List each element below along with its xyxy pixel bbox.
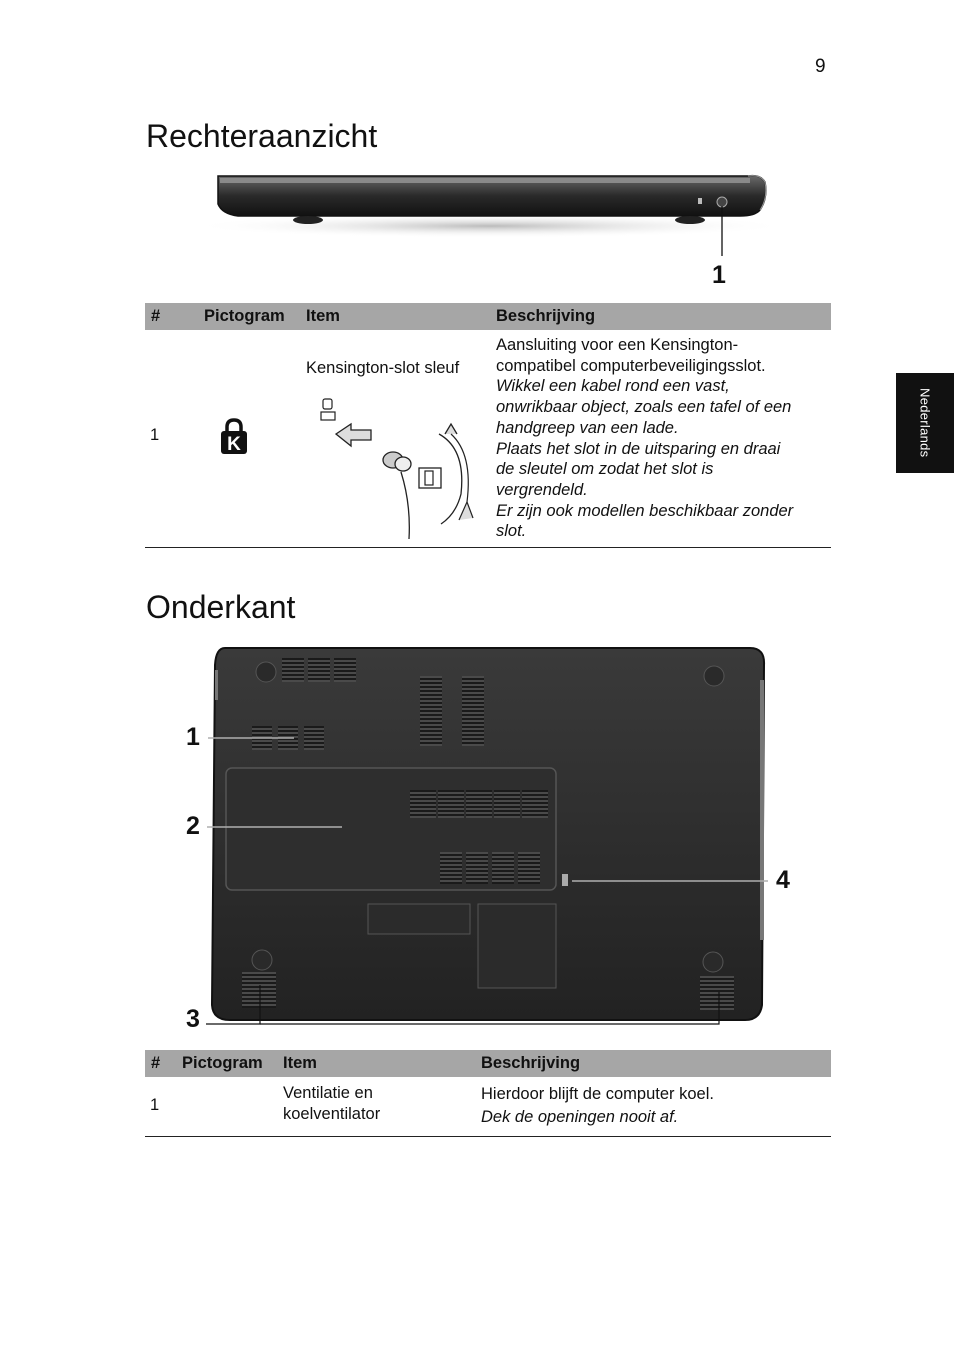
note-line: Plaats het slot in de uitsparing en draai (496, 439, 781, 458)
note-line: Dek de openingen nooit af. (481, 1108, 679, 1126)
section-title-bottom-view: Onderkant (146, 589, 296, 625)
note-line: onwrikbaar object, zoals een tafel of een (496, 398, 792, 417)
note-line: slot. (496, 522, 527, 541)
table-header (145, 1050, 831, 1077)
callout-1-right: 1 (712, 261, 726, 289)
callout-1-bottom: 1 (186, 723, 200, 751)
row-num: 1 (150, 426, 160, 444)
header-num: # (151, 307, 161, 325)
description-line: compatibel computerbeveiligingsslot. (496, 356, 766, 375)
laptop-right-side-image (200, 168, 800, 293)
item-line: koelventilator (283, 1104, 381, 1123)
svg-text:K: K (227, 434, 241, 455)
row-item (283, 1083, 380, 1124)
callout-3-bottom: 3 (186, 1005, 200, 1033)
header-item: Item (306, 307, 340, 325)
header-pictogram: Pictogram (204, 307, 285, 325)
right-view-table (145, 303, 831, 548)
description-line: Aansluiting voor een Kensington- (496, 336, 739, 354)
kensington-lock-icon (220, 418, 248, 456)
note-line: de sleutel om zodat het slot is (496, 460, 714, 479)
laptop-bottom-image (170, 640, 810, 1040)
table-header (145, 303, 831, 330)
header-description: Beschrijving (481, 1054, 581, 1072)
language-tab-label: Nederlands (917, 388, 933, 458)
note-line: handgreep van een lade. (496, 418, 679, 437)
note-line: Er zijn ook modellen beschikbaar zonder (496, 501, 794, 520)
description-line: Hierdoor blijft de computer koel. (481, 1085, 714, 1103)
item-line: Ventilatie en (283, 1084, 373, 1102)
kensington-lock-illustration (311, 394, 483, 544)
header-item: Item (283, 1054, 317, 1072)
row-description (481, 1083, 714, 1129)
row-item: Kensington-slot sleuf (306, 359, 460, 377)
header-num: # (151, 1054, 161, 1072)
callout-2-bottom: 2 (186, 812, 200, 840)
page-number: 9 (815, 56, 826, 77)
language-tab (896, 373, 954, 473)
section-title-right-view: Rechteraanzicht (146, 118, 378, 154)
note-line: Wikkel een kabel rond een vast, (496, 377, 730, 396)
table-row (145, 1077, 831, 1137)
header-description: Beschrijving (496, 307, 596, 325)
note-line: vergrendeld. (496, 480, 588, 499)
header-pictogram: Pictogram (182, 1054, 263, 1072)
bottom-view-table (145, 1050, 831, 1137)
callout-4-bottom: 4 (776, 866, 790, 894)
row-description (496, 335, 793, 542)
table-row (145, 330, 831, 548)
row-num: 1 (150, 1096, 160, 1114)
